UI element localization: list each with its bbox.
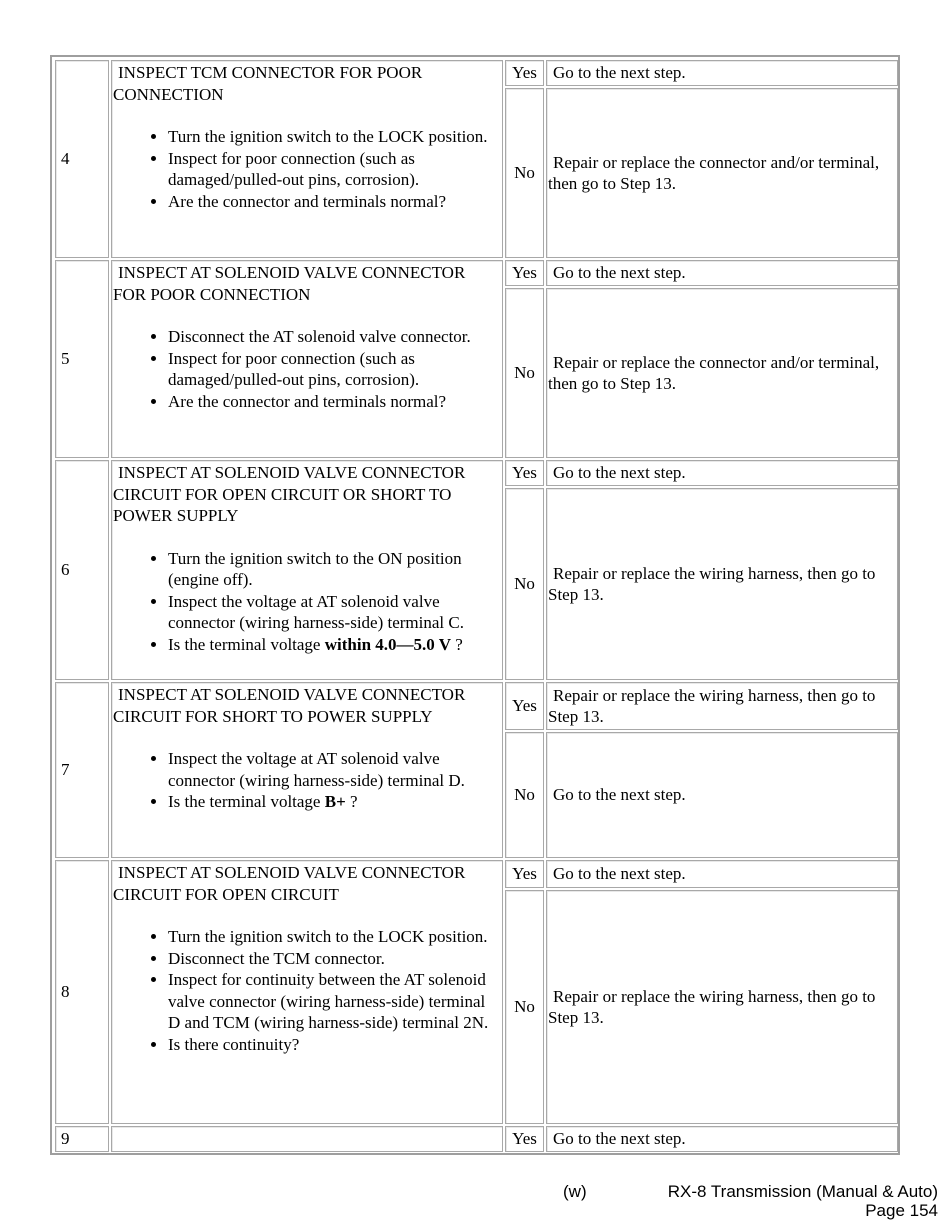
diagnostic-table bbox=[50, 55, 900, 1155]
step-bullet: • Is there continuity? bbox=[168, 1034, 496, 1056]
step-question: • Is the terminal voltage within 4.0—5.0 V ? bbox=[168, 634, 496, 656]
step-number: 5 bbox=[55, 260, 109, 458]
no-label: No bbox=[505, 88, 544, 258]
no-label: No bbox=[505, 890, 544, 1124]
no-action: Repair or replace the wiring harness, then go to Step 13. bbox=[546, 890, 898, 1124]
yes-label: Yes bbox=[505, 460, 544, 486]
footer-title: RX-8 Transmission (Manual & Auto) bbox=[667, 1182, 938, 1201]
yes-label: Yes bbox=[505, 60, 544, 86]
step-bullet: • Inspect for poor connection (such as damaged/pulled-out pins, corrosion). bbox=[168, 348, 496, 391]
no-action: Go to the next step. bbox=[546, 732, 898, 858]
yes-action: Go to the next step. bbox=[546, 260, 898, 286]
step-number: 9 bbox=[55, 1126, 109, 1152]
step-bullet: • Disconnect the TCM connector. bbox=[168, 948, 496, 970]
spec-value: within 4.0—5.0 V bbox=[324, 634, 451, 654]
step-bullet: • Turn the ignition switch to the LOCK position. bbox=[168, 926, 496, 948]
no-label: No bbox=[505, 288, 544, 458]
step-bullet: • Turn the ignition switch to the LOCK position. bbox=[168, 126, 496, 148]
step-procedure bbox=[111, 60, 503, 258]
step-title: INSPECT AT SOLENOID VALVE CONNECTOR CIRCUIT FOR SHORT TO POWER SUPPLY bbox=[113, 685, 466, 726]
no-label: No bbox=[505, 732, 544, 858]
step-title: INSPECT AT SOLENOID VALVE CONNECTOR CIRCUIT FOR OPEN CIRCUIT bbox=[113, 863, 466, 904]
step-title: INSPECT AT SOLENOID VALVE CONNECTOR FOR POOR CONNECTION bbox=[113, 263, 466, 304]
yes-label: Yes bbox=[505, 682, 544, 730]
step-bullet: • Are the connector and terminals normal? bbox=[168, 391, 496, 413]
step-procedure bbox=[111, 260, 503, 458]
step-bullet-list bbox=[113, 548, 496, 656]
yes-action: Go to the next step. bbox=[546, 1126, 898, 1152]
step-procedure bbox=[111, 682, 503, 858]
spec-value: B+ bbox=[324, 792, 346, 811]
step-number: 7 bbox=[55, 682, 109, 858]
step-bullet: • Turn the ignition switch to the ON position (engine off). bbox=[168, 548, 496, 591]
step-number: 6 bbox=[55, 460, 109, 680]
step-title: INSPECT AT SOLENOID VALVE CONNECTOR CIRCUIT FOR OPEN CIRCUIT OR SHORT TO POWER SUPPLY bbox=[113, 463, 466, 525]
yes-action: Go to the next step. bbox=[546, 60, 898, 86]
step-bullet: • Inspect for poor connection (such as damaged/pulled-out pins, corrosion). bbox=[168, 148, 496, 191]
yes-label: Yes bbox=[505, 1126, 544, 1152]
step-bullet-list bbox=[113, 748, 496, 813]
step-procedure bbox=[111, 860, 503, 1124]
page-number: Page 154 bbox=[865, 1201, 938, 1220]
no-action: Repair or replace the connector and/or terminal, then go to Step 13. bbox=[546, 288, 898, 458]
step-bullet: • Are the connector and terminals normal? bbox=[168, 191, 496, 213]
step-bullet-list bbox=[113, 926, 496, 1055]
step-bullet: • Inspect the voltage at AT solenoid valve connector (wiring harness-side) terminal C. bbox=[168, 591, 496, 634]
no-action: Repair or replace the wiring harness, then go to Step 13. bbox=[546, 488, 898, 680]
step-bullet-list bbox=[113, 126, 496, 212]
yes-label: Yes bbox=[505, 260, 544, 286]
step-number: 8 bbox=[55, 860, 109, 1124]
yes-label: Yes bbox=[505, 860, 544, 888]
yes-action: Go to the next step. bbox=[546, 860, 898, 888]
step-question: • Is the terminal voltage B+ ? bbox=[168, 791, 496, 813]
step-title: INSPECT TCM CONNECTOR FOR POOR CONNECTION bbox=[113, 63, 423, 104]
step-bullet: • Inspect the voltage at AT solenoid valve connector (wiring harness-side) terminal D. bbox=[168, 748, 496, 791]
step-procedure bbox=[111, 1126, 503, 1152]
step-number: 4 bbox=[55, 60, 109, 258]
footer-tag: (w) bbox=[563, 1182, 587, 1201]
step-bullet: • Disconnect the AT solenoid valve connector. bbox=[168, 326, 496, 348]
no-label: No bbox=[505, 488, 544, 680]
no-action: Repair or replace the connector and/or terminal, then go to Step 13. bbox=[546, 88, 898, 258]
yes-action: Repair or replace the wiring harness, then go to Step 13. bbox=[546, 682, 898, 730]
yes-action: Go to the next step. bbox=[546, 460, 898, 486]
step-bullet-list bbox=[113, 326, 496, 412]
step-procedure bbox=[111, 460, 503, 680]
step-bullet: • Inspect for continuity between the AT solenoid valve connector (wiring harness-side) terminal D and TCM (wiring harness-side) terminal 2N. bbox=[168, 969, 496, 1034]
